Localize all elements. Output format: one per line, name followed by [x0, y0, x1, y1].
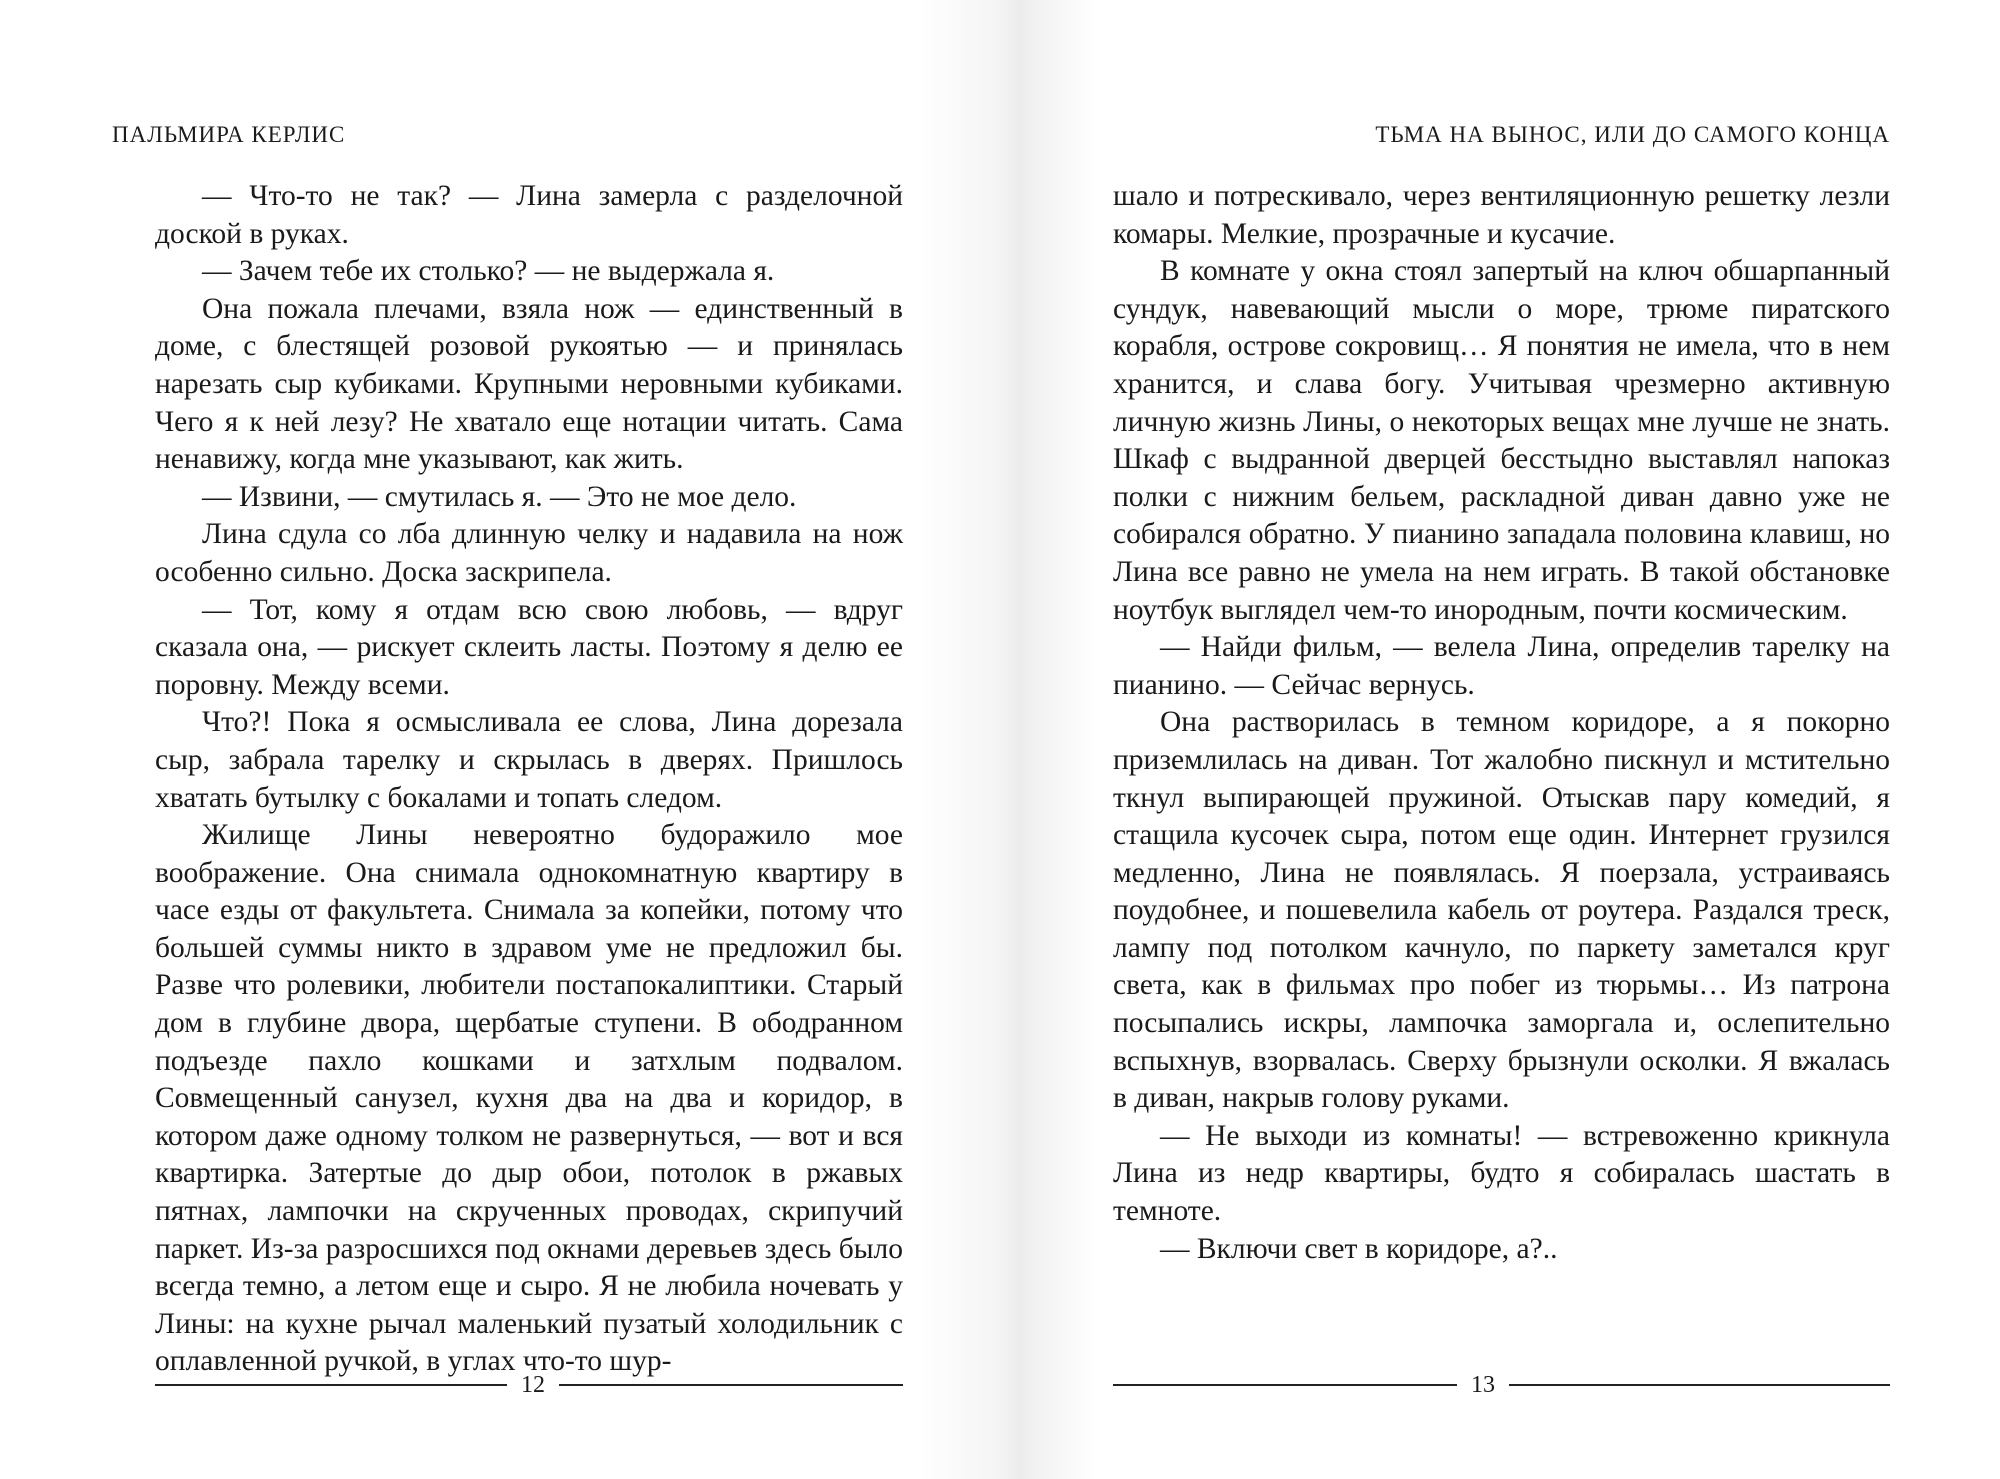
paragraph: Она пожала плечами, взяла нож — единственный в доме, с блестящей розовой рукоятью — и принялась нарезать сыр кубиками. Крупными неровными кубиками. Чего я к ней лезу? Не хватало еще нотации читать. Сама ненавижу, когда мне указывают, как жить. [155, 292, 903, 476]
page-footer [155, 1370, 903, 1400]
page-number: 13 [1471, 1372, 1495, 1398]
paragraph: — Включи свет в коридоре, а?.. [1160, 1232, 1558, 1265]
right-page [1040, 0, 2000, 1479]
paragraph: — Что-то не так? — Лина замерла с разделочной доской в руках. [155, 180, 903, 250]
footer-rule-left [155, 1384, 507, 1386]
page-number: 12 [521, 1372, 545, 1398]
page-footer [1113, 1370, 1890, 1400]
footer-rule-right [559, 1384, 903, 1386]
left-page-text [155, 178, 903, 1381]
paragraph: Лина сдула со лба длинную челку и надавила на нож особенно сильно. Доска заскрипела. [155, 518, 903, 588]
paragraph: — Извини, — смутилась я. — Это не мое дело. [202, 480, 797, 513]
footer-rule-left [1113, 1384, 1457, 1386]
running-head-author: ПАЛЬМИРА КЕРЛИС [112, 122, 346, 147]
paragraph: — Не выходи из комнаты! — встревоженно крикнула Лина из недр квартиры, будто я собиралась шастать в темноте. [1113, 1119, 1890, 1228]
paragraph: Она растворилась в темном коридоре, а я покорно приземлилась на диван. Тот жалобно пискнул и мстительно ткнул выпирающей пружиной. Отыскав пару комедий, я стащила кусочек сыра, потом еще один. Интернет грузился медленно, Лина не появлялась. Я поерзала, устраиваясь поудобнее, и пошевелила кабель от роутера. Раздался треск, лампу под потолком качнуло, по паркету заметался круг света, как в фильмах про побег из тюрьмы… Из патрона посыпались искры, лампочка заморгала и, ослепительно вспыхнув, взорвалась. Сверху брызнули осколки. Я вжалась в диван, накрыв голову руками. [1113, 706, 1890, 1115]
paragraph: Жилище Лины невероятно будоражило мое воображение. Она снимала однокомнатную квартиру в часе езды от факультета. Снимала за копейки, потому что большей суммы никто в здравом уме не предложил бы. Разве что ролевики, любители постапокалиптики. Старый дом в глубине двора, щербатые ступени. В ободранном подъезде пахло кошками и затхлым подвалом. Совмещенный санузел, кухня два на два и коридор, в котором даже одному толком не развернуться, — вот и вся квартирка. Затертые до дыр обои, потолок в ржавых пятнах, лампочки на скрученных проводах, скрипучий паркет. Из-за разросшихся под окнами деревьев здесь было всегда темно, а летом еще и сыро. Я не любила ночевать у Лины: на кухне рычал маленький пузатый холодильник с оплавленной ручкой, в углах что-то шур- [155, 819, 903, 1378]
running-head-title: ТЬМА НА ВЫНОС, ИЛИ ДО САМОГО КОНЦА [1375, 122, 1890, 147]
book-gutter [1000, 0, 1040, 1479]
right-page-text [1113, 178, 1890, 1268]
paragraph-continuation: шало и потрескивало, через вентиляционную решетку лезли комары. Мелкие, прозрачные и кусачие. [1113, 180, 1890, 250]
footer-rule-right [1509, 1384, 1890, 1386]
paragraph: В комнате у окна стоял запертый на ключ обшарпанный сундук, навевающий мысли о море, трюме пиратского корабля, острове сокровищ… Я понятия не имела, что в нем хранится, и слава богу. Учитывая чрезмерно активную личную жизнь Лины, о некоторых вещах мне лучше не знать. Шкаф с выдранной дверцей бесстыдно выставлял напоказ полки с нижним бельем, раскладной диван давно уже не собирался обратно. У пианино западала половина клавиш, но Лина все равно не умела на нем играть. В такой обстановке ноутбук выглядел чем-то инородным, почти космическим. [1113, 255, 1890, 626]
paragraph: — Найди фильм, — велела Лина, определив тарелку на пианино. — Сейчас вернусь. [1113, 631, 1890, 701]
paragraph: Что?! Пока я осмысливала ее слова, Лина дорезала сыр, забрала тарелку и скрылась в дверях. Пришлось хватать бутылку с бокалами и топать следом. [155, 706, 903, 814]
paragraph: — Тот, кому я отдам всю свою любовь, — вдруг сказала она, — рискует склеить ласты. Поэтому я делю ее поровну. Между всеми. [155, 593, 903, 701]
paragraph: — Зачем тебе их столько? — не выдержала я. [202, 255, 775, 288]
